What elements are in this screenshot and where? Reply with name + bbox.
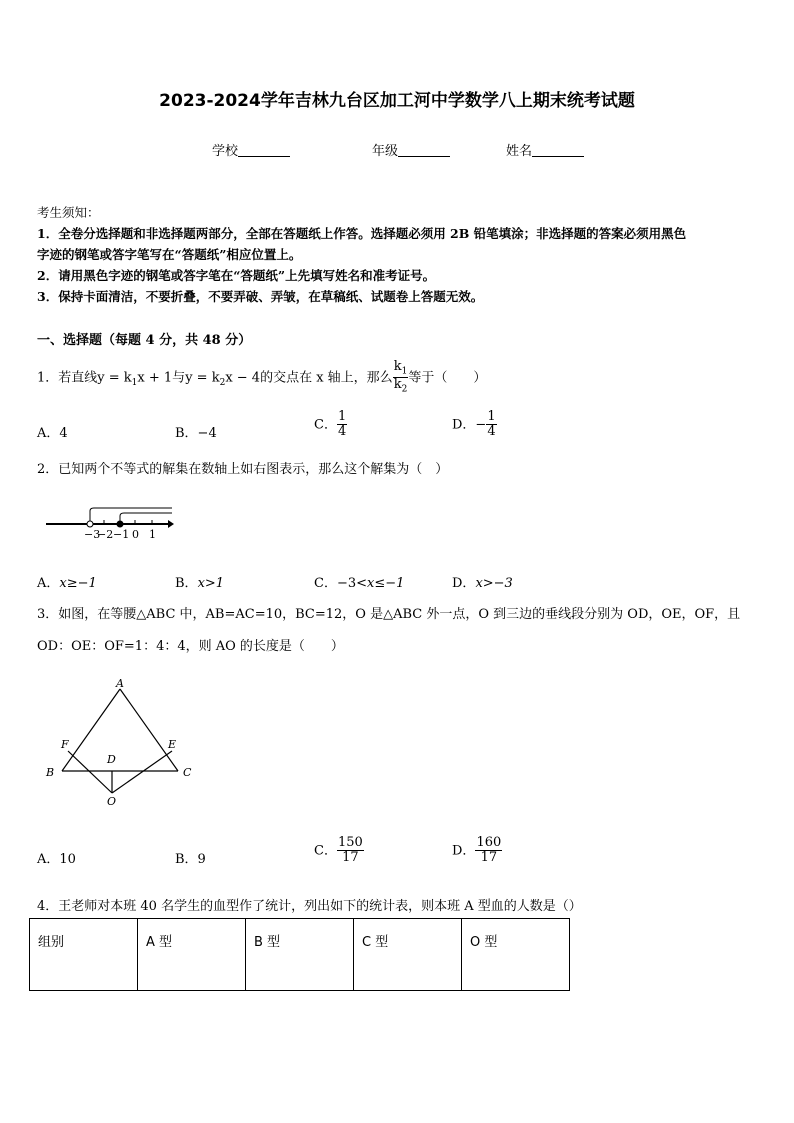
label-f: F — [61, 738, 69, 751]
notice-line-2: 2．请用黑色字迹的钢笔或答字笔在“答题纸”上先填写姓名和准考证号。 — [37, 268, 436, 283]
notice-line-3: 3．保持卡面清洁，不要折叠，不要弄破、弄皱，在草稿纸、试题卷上答题无效。 — [37, 289, 484, 304]
q2-option-b: B．x>1 — [175, 576, 225, 591]
q3-option-d: D． $\frac{160}{17}$ — [452, 835, 502, 866]
tick-label-neg1: −1 — [113, 528, 130, 541]
notice-line-1b: 字迹的钢笔或答字笔写在“答题纸”相应位置上。 — [37, 247, 302, 262]
blood-type-table — [29, 918, 570, 991]
triangle-figure — [40, 675, 200, 810]
table-cell: B 型 — [246, 919, 354, 991]
school-field: 学校 — [212, 140, 290, 159]
section-heading: 一、选择题（每题 4 分，共 48 分） — [37, 333, 252, 348]
q1-option-d: D．− $\frac{1}{4}$ — [452, 409, 496, 440]
table-cell: O 型 — [462, 919, 570, 991]
label-a: A — [116, 677, 124, 690]
tick-label-0: 0 — [132, 528, 139, 541]
q3-option-b: B．9 — [175, 852, 206, 867]
tick-label-neg2: −2 — [97, 528, 114, 541]
label-o: O — [107, 795, 117, 808]
label-c: C — [183, 766, 192, 779]
q2-option-c: C．−3<x≤−1 — [314, 576, 405, 591]
question-4: 4．王老师对本班 40 名学生的血型作了统计，列出如下的统计表，则本班 A 型血的人数是（） — [37, 899, 582, 914]
question-3-line-1: 3．如图，在等腰△ABC 中，AB=AC=10，BC=12，O 是△ABC 外一点，O 到三边的垂线段分别为 OD，OE，OF，且 — [37, 607, 741, 622]
name-field: 姓名 — [506, 140, 584, 159]
notice-heading: 考生须知： — [37, 205, 100, 220]
q3-option-c: C． $\frac{150}{17}$ — [314, 835, 363, 866]
q1-option-b: B．−4 — [175, 426, 217, 441]
q2-option-d: D．x>−3 — [452, 576, 513, 591]
page-title: 2023-2024学年吉林九台区加工河中学数学八上期末统考试题 — [159, 91, 635, 111]
q3-option-a: A．10 — [37, 852, 76, 867]
label-b: B — [46, 766, 55, 779]
grade-field: 年级 — [372, 140, 450, 159]
q1-option-a: A．4 — [37, 426, 68, 441]
label-d: D — [107, 753, 116, 766]
question-3-line-2: OD：OE：OF=1：4：4，则 AO 的长度是（ ） — [37, 639, 344, 654]
label-e: E — [168, 738, 177, 751]
tick-label-1: 1 — [149, 528, 156, 541]
table-row — [30, 919, 570, 991]
question-2: 2．已知两个不等式的解集在数轴上如右图表示，那么这个解集为（ ） — [37, 462, 449, 477]
table-cell: A 型 — [138, 919, 246, 991]
table-cell: C 型 — [354, 919, 462, 991]
notice-line-1a: 1．全卷分选择题和非选择题两部分，全部在答题纸上作答。选择题必须用 2B 铅笔填涂；非选择题的答案必须用黑色 — [37, 226, 687, 241]
tick-label-neg3: −3 — [84, 528, 101, 541]
number-line-figure — [40, 498, 180, 544]
question-1: 1．若直线$y = k_1x + 1$与$y = k_2x - 4$的交点在 x 轴上，那么 $\frac{k_1}{k_2}$ 等于（ ） — [37, 359, 487, 396]
table-cell: 组别 — [30, 919, 138, 991]
q1-option-c: C． $\frac{1}{4}$ — [314, 409, 347, 440]
q2-option-a: A．x≥−1 — [37, 576, 97, 591]
